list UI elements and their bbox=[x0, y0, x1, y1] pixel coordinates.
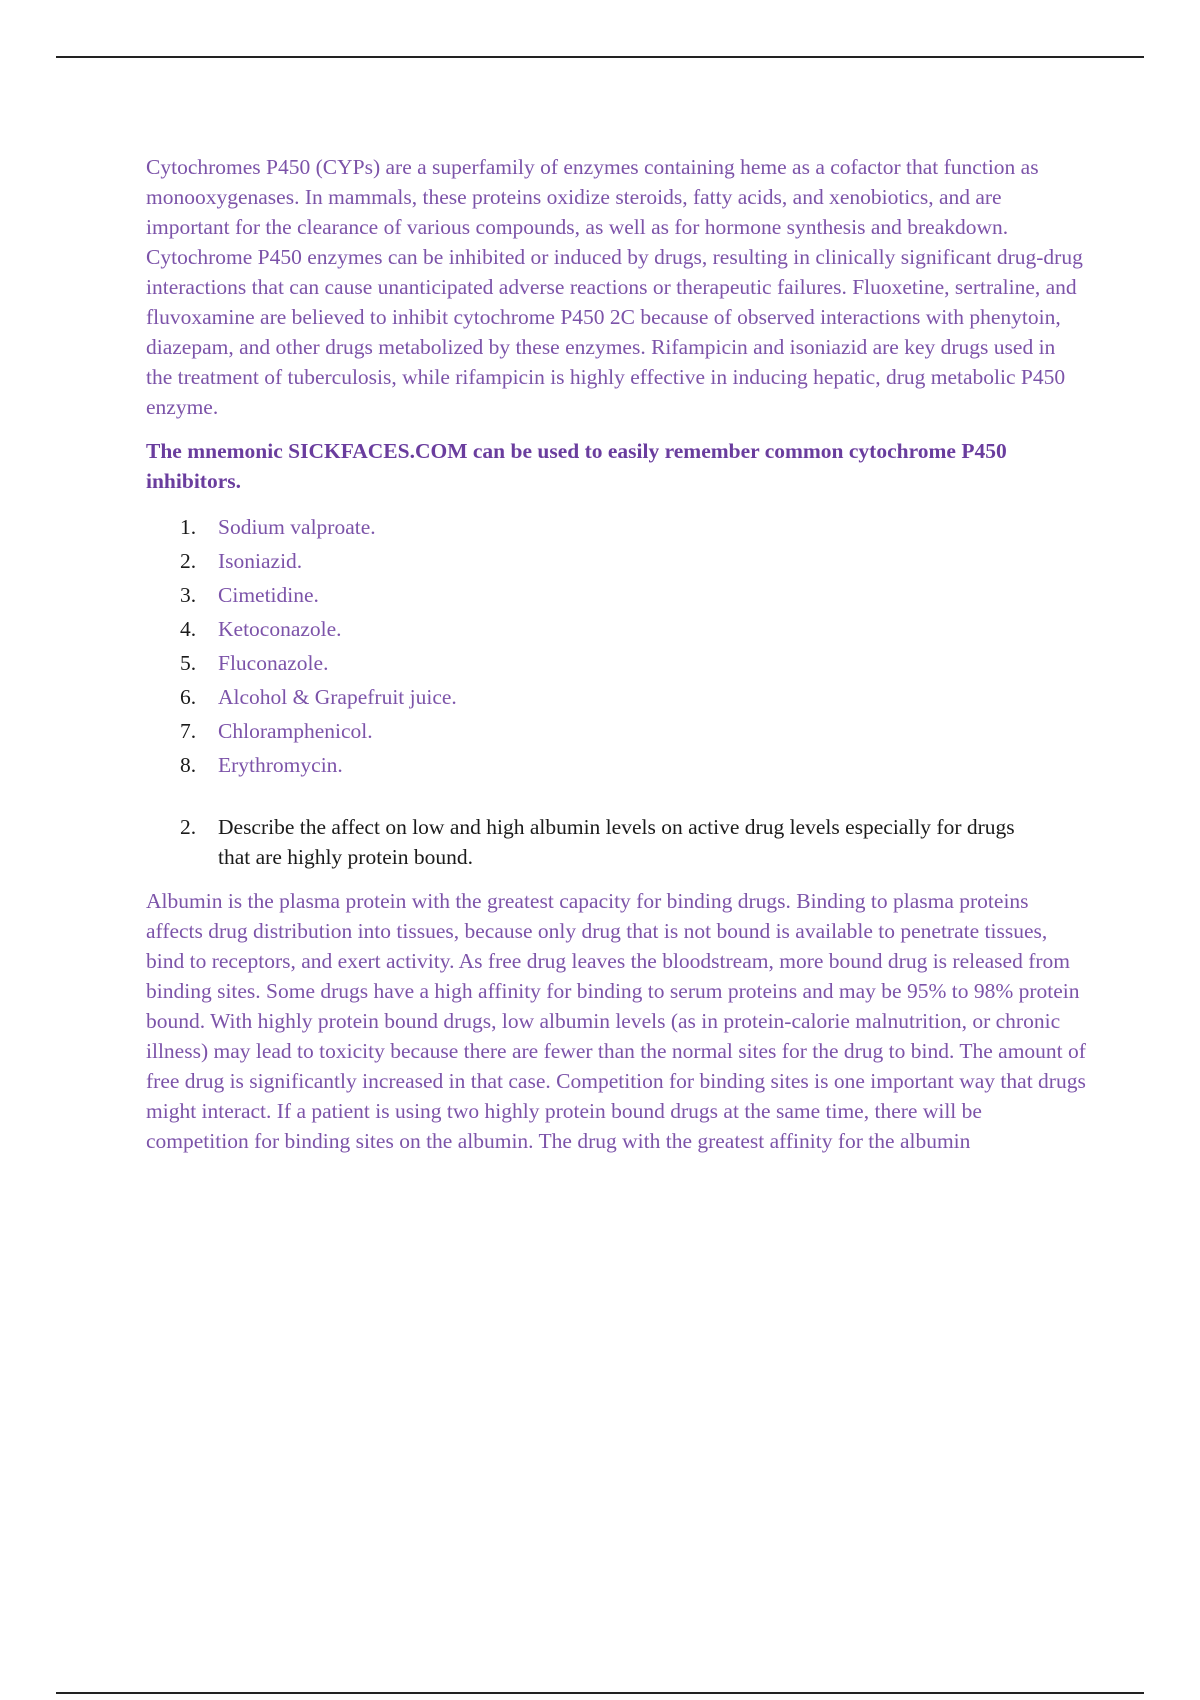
list-item bbox=[146, 578, 1086, 612]
list-item bbox=[146, 612, 1086, 646]
list-item-number: 7. bbox=[180, 719, 197, 743]
list-item bbox=[146, 748, 1086, 782]
list-item-text: Ketoconazole. bbox=[218, 617, 342, 641]
list-item-number: 4. bbox=[180, 617, 197, 641]
list-item bbox=[146, 544, 1086, 578]
list-item bbox=[146, 646, 1086, 680]
list-item bbox=[146, 680, 1086, 714]
list-item-number: 5. bbox=[180, 651, 197, 675]
list-item-number: 3. bbox=[180, 583, 197, 607]
question-text: Describe the affect on low and high albumin levels on active drug levels especially for drugs that are highly protein bound. bbox=[218, 815, 1015, 869]
list-item-number: 1. bbox=[180, 515, 197, 539]
list-item-number: 6. bbox=[180, 685, 197, 709]
question-item bbox=[146, 812, 1086, 872]
list-item-text: Fluconazole. bbox=[218, 651, 329, 675]
top-rule bbox=[56, 56, 1144, 58]
list-item-text: Cimetidine. bbox=[218, 583, 319, 607]
list-item-text: Sodium valproate. bbox=[218, 515, 376, 539]
list-item-text: Chloramphenicol. bbox=[218, 719, 373, 743]
question-number: 2. bbox=[180, 815, 197, 839]
list-item bbox=[146, 510, 1086, 544]
list-item-number: 2. bbox=[180, 549, 197, 573]
bottom-rule bbox=[56, 1692, 1144, 1694]
list-item-text: Isoniazid. bbox=[218, 549, 303, 573]
list-item-text: Alcohol & Grapefruit juice. bbox=[218, 685, 457, 709]
list-item bbox=[146, 714, 1086, 748]
list-item-number: 8. bbox=[180, 753, 197, 777]
cyp-intro-paragraph: Cytochromes P450 (CYPs) are a superfamily of enzymes containing heme as a cofactor that function as monooxygenases. In mammals, these proteins oxidize steroids, fatty acids, and xenobiotics, and are important for the clearance of various compounds, as well as for hormone synthesis and breakdown. Cytochrome P450 enzymes can be inhibited or induced by drugs, resulting in clinically significant drug-drug interactions that can cause unanticipated adverse reactions or therapeutic failures. Fluoxetine, sertraline, and fluvoxamine are believed to inhibit cytochrome P450 2C because of observed interactions with phenytoin, diazepam, and other drugs metabolized by these enzymes. Rifampicin and isoniazid are key drugs used in the treatment of tuberculosis, while rifampicin is highly effective in inducing hepatic, drug metabolic P450 enzyme. bbox=[146, 155, 1083, 419]
mnemonic-heading: The mnemonic SICKFACES.COM can be used to easily remember common cytochrome P450 inhibitors. bbox=[146, 439, 1007, 493]
albumin-paragraph: Albumin is the plasma protein with the greatest capacity for binding drugs. Binding to plasma proteins affects drug distribution into tissues, because only drug that is not bound is available to penetrate tissues, bind to receptors, and exert activity. As free drug leaves the bloodstream, more bound drug is released from binding sites. Some drugs have a high affinity for binding to serum proteins and may be 95% to 98% protein bound. With highly protein bound drugs, low albumin levels (as in protein-calorie malnutrition, or chronic illness) may lead to toxicity because there are fewer than the normal sites for the drug to bind. The amount of free drug is significantly increased in that case. Competition for binding sites is one important way that drugs might interact. If a patient is using two highly protein bound drugs at the same time, there will be competition for binding sites on the albumin. The drug with the greatest affinity for the albumin bbox=[146, 889, 1086, 1153]
document-body bbox=[146, 152, 1086, 1156]
list-item-text: Erythromycin. bbox=[218, 753, 343, 777]
inhibitor-list bbox=[146, 510, 1086, 782]
